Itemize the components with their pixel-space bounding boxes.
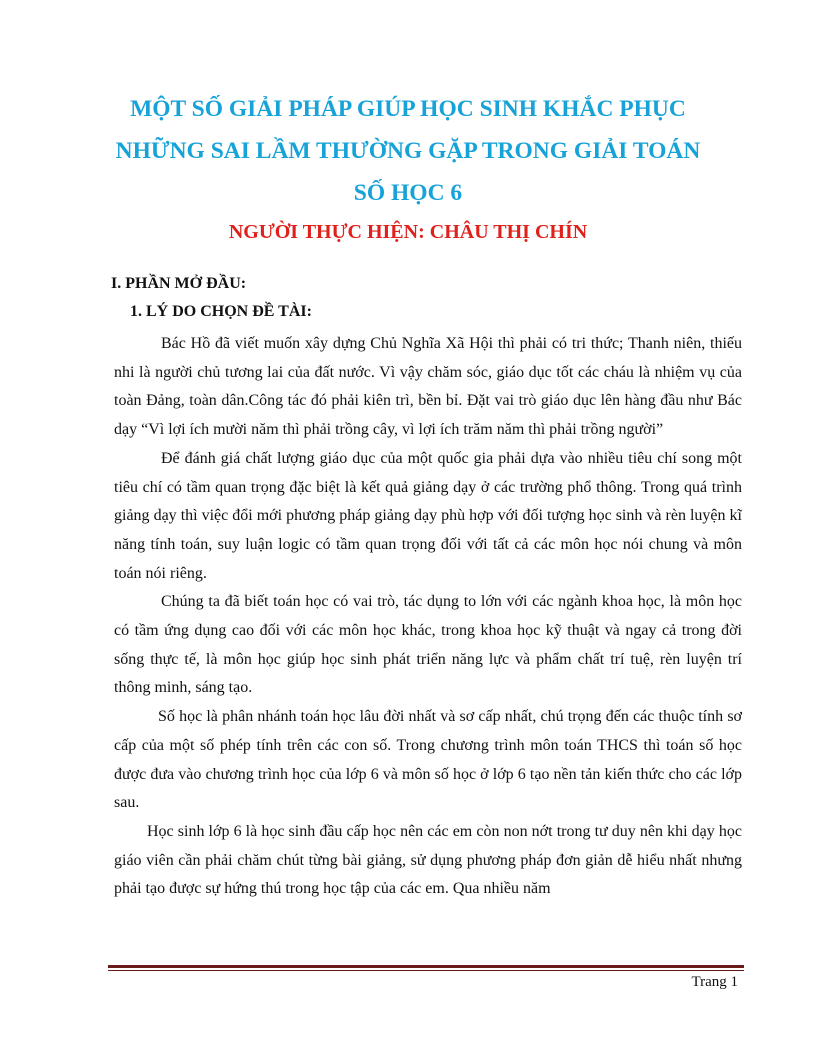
section-heading: I. PHẦN MỞ ĐẦU: [111,275,247,292]
title-line-2: NHỮNG SAI LẦM THƯỜNG GẶP TRONG GIẢI TOÁN [115,138,701,164]
footer-rule-thick [108,965,744,968]
body-text [114,330,742,904]
footer-rule [108,965,744,971]
title-line-1: MỘT SỐ GIẢI PHÁP GIÚP HỌC SINH KHẮC PHỤC [130,96,686,122]
paragraph: Để đánh giá chất lượng giáo dục của một quốc gia phải dựa vào nhiều tiêu chí song một tiêu chí có tầm quan trọng đặc biệt là kết quả giảng dạy ở các trường phổ thông. Trong quá trình giảng dạy thì việc đổi mới phương pháp giảng dạy phù hợp với đối tượng học sinh và rèn luyện kĩ năng tính toán, suy luận logic có tầm quan trọng đối với tất cả các môn học nói chung và môn toán nói riêng. [114,449,742,582]
paragraph: Học sinh lớp 6 là học sinh đầu cấp học nên các em còn non nớt trong tư duy nên khi dạy học giáo viên cần phải chăm chút từng bài giảng, sử dụng phương pháp đơn giản dễ hiểu nhất nhưng phải tạo được sự hứng thú trong học tập của các em. Qua nhiều năm [114,822,742,898]
title-line-3: SỐ HỌC 6 [353,180,463,206]
paragraph: Số học là phân nhánh toán học lâu đời nhất và sơ cấp nhất, chú trọng đến các thuộc tính sơ cấp của một số phép tính trên các con số. Trong chương trình môn toán THCS thì toán số học được đưa vào chương trình học của lớp 6 và môn số học ở lớp 6 tạo nền tản kiến thức cho các lớp sau. [114,708,742,812]
author-line: NGƯỜI THỰC HIỆN: CHÂU THỊ CHÍN [228,221,588,243]
paragraph: Bác Hồ đã viết muốn xây dựng Chủ Nghĩa Xã Hội thì phải có tri thức; Thanh niên, thiếu nhi là người chủ tương lai của đất nước. Vì vậy chăm sóc, giáo dục tốt các cháu là nhiệm vụ của toàn Đảng, toàn dân.Công tác đó phải kiên trì, bền bỉ. Đặt vai trò giáo dục lên hàng đầu như Bác dạy “Vì lợi ích mười năm thì phải trồng cây, vì lợi ích trăm năm thì phải trồng người” [114,335,742,439]
document-title [80,88,736,214]
page-number: Trang 1 [691,974,738,990]
paragraph: Chúng ta đã biết toán học có vai trò, tác dụng to lớn với các ngành khoa học, là môn học có tầm ứng dụng cao đối với các môn học khác, trong khoa học kỹ thuật và ngay cả trong đời sống thực tế, là môn học giúp học sinh phát triển năng lực và phẩm chất trí tuệ, rèn luyện trí thông minh, sáng tạo. [114,593,742,697]
footer-rule-thin [108,970,744,971]
subsection-heading: 1. LÝ DO CHỌN ĐỀ TÀI: [130,303,312,320]
